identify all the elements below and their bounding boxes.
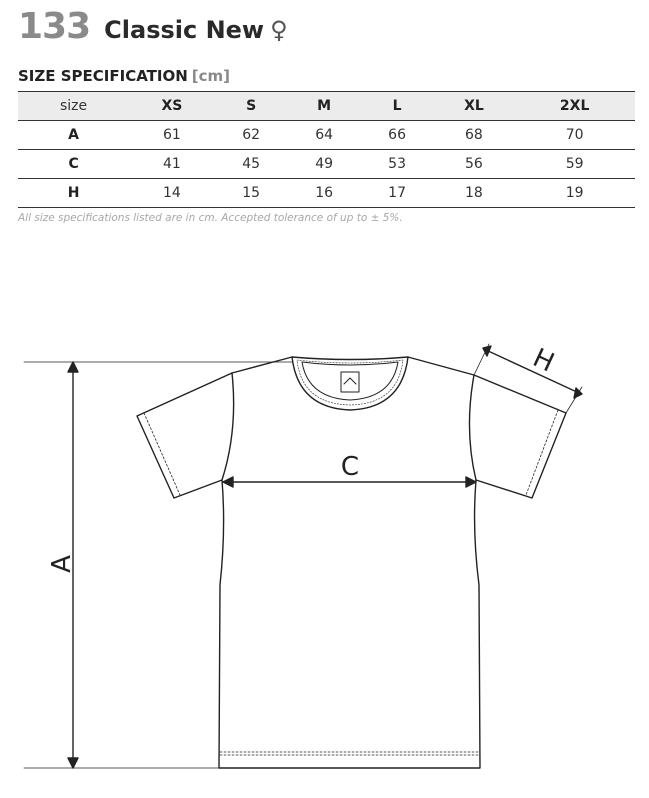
table-cell: 61 [129, 121, 215, 150]
measure-a-arrow-bottom [68, 758, 78, 768]
size-table [18, 91, 635, 208]
table-row [18, 150, 635, 179]
table-cell: 41 [129, 150, 215, 179]
collar-inner [302, 362, 398, 400]
table-cell: 17 [361, 179, 434, 208]
measure-h-guide-top [474, 344, 489, 375]
column-header-l: L [361, 92, 434, 121]
measure-a-arrow-top [68, 362, 78, 372]
table-cell: 49 [288, 150, 361, 179]
row-label-c: C [18, 150, 129, 179]
spec-heading-text: SIZE SPECIFICATION [18, 67, 188, 85]
right-sleeve-hem [526, 410, 558, 495]
product-code: 133 [18, 6, 91, 47]
table-cell: 70 [514, 121, 635, 150]
table-cell: 15 [215, 179, 288, 208]
tshirt-outline [137, 357, 566, 768]
table-cell: 19 [514, 179, 635, 208]
measure-c-arrow-right [466, 477, 476, 487]
size-header-row [18, 92, 635, 121]
product-header [18, 6, 288, 48]
left-armhole-seam [222, 373, 234, 480]
column-header-2xl: 2XL [514, 92, 635, 121]
table-cell: 68 [434, 121, 515, 150]
right-armhole-seam [469, 375, 476, 480]
table-cell: 16 [288, 179, 361, 208]
row-label-h: H [18, 179, 129, 208]
table-cell: 53 [361, 150, 434, 179]
table-cell: 45 [215, 150, 288, 179]
left-sleeve-hem [144, 413, 180, 495]
table-cell: 64 [288, 121, 361, 150]
table-row [18, 179, 635, 208]
table-cell: 59 [514, 150, 635, 179]
spec-heading [18, 67, 230, 85]
row-label-a: A [18, 121, 129, 150]
measure-a-label: A [47, 555, 77, 573]
measure-c-label: C [340, 452, 360, 482]
neck-label [341, 372, 359, 392]
table-cell: 62 [215, 121, 288, 150]
column-header-s: S [215, 92, 288, 121]
measure-c-arrow-left [223, 477, 233, 487]
column-header-m: M [288, 92, 361, 121]
measure-h-label: H [528, 343, 559, 379]
column-header-xs: XS [129, 92, 215, 121]
table-cell: 56 [434, 150, 515, 179]
table-row [18, 121, 635, 150]
tshirt-measurement-diagram [0, 300, 649, 790]
female-icon: ♀ [270, 16, 288, 44]
table-cell: 18 [434, 179, 515, 208]
table-cell: 14 [129, 179, 215, 208]
column-header-size: size [18, 92, 129, 121]
spec-unit: [cm] [191, 67, 230, 85]
tolerance-note: All size specifications listed are in cm. Accepted tolerance of up to ± 5%. [18, 212, 403, 224]
column-header-xl: XL [434, 92, 515, 121]
table-cell: 66 [361, 121, 434, 150]
brand-logo-icon [344, 378, 356, 384]
product-title: Classic New [104, 16, 265, 44]
